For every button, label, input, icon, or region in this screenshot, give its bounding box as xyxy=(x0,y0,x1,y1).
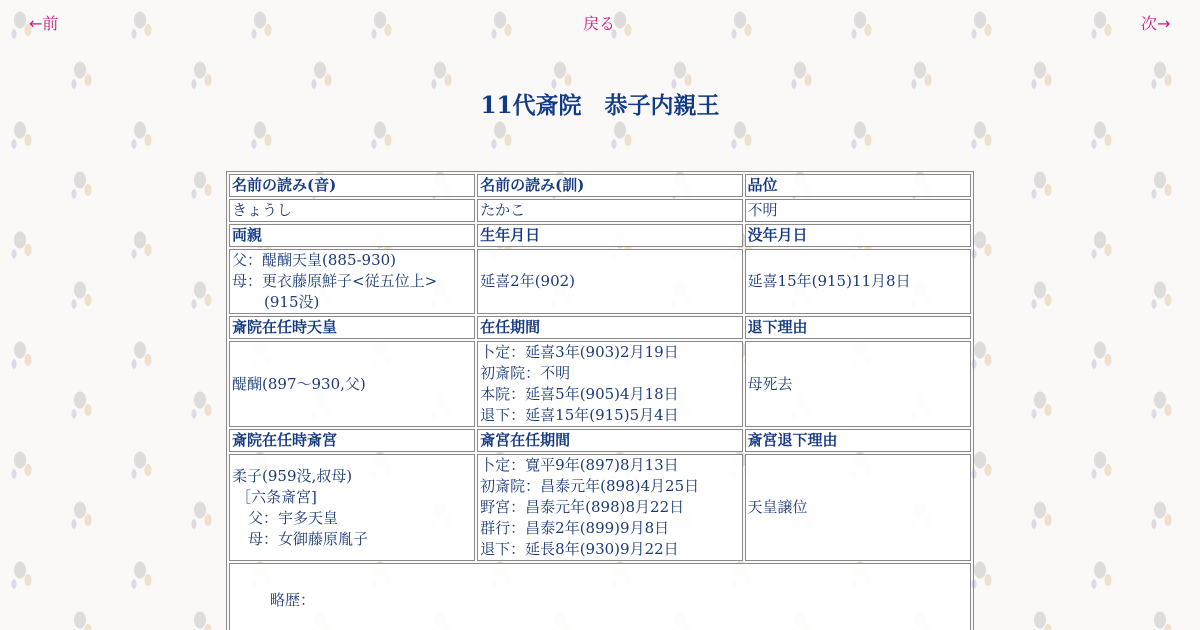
header-cell-reading-kun: 名前の読み(訓) xyxy=(477,174,742,197)
header-cell-retire-reason: 退下理由 xyxy=(745,316,971,339)
saigu-cell xyxy=(229,454,475,561)
term-line: 卜定：延喜3年(903)2月19日 xyxy=(480,343,679,361)
prev-link[interactable]: ←前 xyxy=(29,14,59,33)
saigu-term-cell xyxy=(477,454,742,561)
header-cell-saigu: 斎院在任時斎宮 xyxy=(229,429,475,452)
table-row xyxy=(229,316,971,339)
death-value: 延喜15年(915)11月8日 xyxy=(745,249,971,314)
father-line: 父：醍醐天皇(885-930) xyxy=(232,251,397,269)
header-cell-emperor: 斎院在任時天皇 xyxy=(229,316,475,339)
table-row xyxy=(229,563,971,630)
header-cell-saigu-term: 斎宮在任期間 xyxy=(477,429,742,452)
saigu-term-line: 初斎院：昌泰元年(898)4月25日 xyxy=(480,477,700,495)
back-link[interactable]: 戻る xyxy=(583,14,616,33)
header-cell-saigu-retire: 斎宮退下理由 xyxy=(745,429,971,452)
mother-death-line: (915没) xyxy=(264,293,320,311)
term-cell xyxy=(477,341,742,427)
term-line: 退下：延喜15年(915)5月4日 xyxy=(480,406,679,424)
saigu-father: 父：宇多天皇 xyxy=(248,508,339,527)
reading-kun-value: たかこ xyxy=(477,199,742,222)
term-line: 初斎院：不明 xyxy=(480,364,571,382)
info-table xyxy=(226,171,974,630)
bio-cell xyxy=(229,563,971,630)
saigu-house: ［六条斎宮] xyxy=(236,487,317,506)
header-cell-death: 没年月日 xyxy=(745,224,971,247)
table-row xyxy=(229,224,971,247)
header-cell-term: 在任期間 xyxy=(477,316,742,339)
saigu-term-line: 野宮：昌泰元年(898)8月22日 xyxy=(480,498,685,516)
bio-label: 略歴： xyxy=(270,591,316,609)
table-row xyxy=(229,429,971,452)
retire-reason-value: 母死去 xyxy=(745,341,971,427)
term-line: 本院：延喜5年(905)4月18日 xyxy=(480,385,679,403)
table-row xyxy=(229,454,971,561)
header-cell-reading-on: 名前の読み(音) xyxy=(229,174,475,197)
table-row xyxy=(229,199,971,222)
saigu-retire-value: 天皇譲位 xyxy=(745,454,971,561)
page-title: 11代斎院 恭子内親王 xyxy=(480,92,720,119)
saigu-mother: 母：女御藤原胤子 xyxy=(248,529,369,548)
saigu-term-line: 卜定：寛平9年(897)8月13日 xyxy=(480,456,679,474)
birth-value: 延喜2年(902) xyxy=(477,249,742,314)
next-link[interactable]: 次→ xyxy=(1141,14,1171,33)
reading-on-value: きょうし xyxy=(229,199,475,222)
mother-line: 母：更衣藤原鮮子<従五位上> xyxy=(232,272,438,290)
table-row xyxy=(229,341,971,427)
header-cell-birth: 生年月日 xyxy=(477,224,742,247)
header-cell-parents: 両親 xyxy=(229,224,475,247)
saigu-term-line: 群行：昌泰2年(899)9月8日 xyxy=(480,519,670,537)
saigu-name: 柔子(959没,叔母) xyxy=(232,466,353,485)
parents-cell xyxy=(229,249,475,314)
table-row xyxy=(229,174,971,197)
header-cell-rank: 品位 xyxy=(745,174,971,197)
emperor-value: 醍醐(897～930,父) xyxy=(229,341,475,427)
saigu-term-line: 退下：延長8年(930)9月22日 xyxy=(480,540,679,558)
table-row xyxy=(229,249,971,314)
rank-value: 不明 xyxy=(745,199,971,222)
